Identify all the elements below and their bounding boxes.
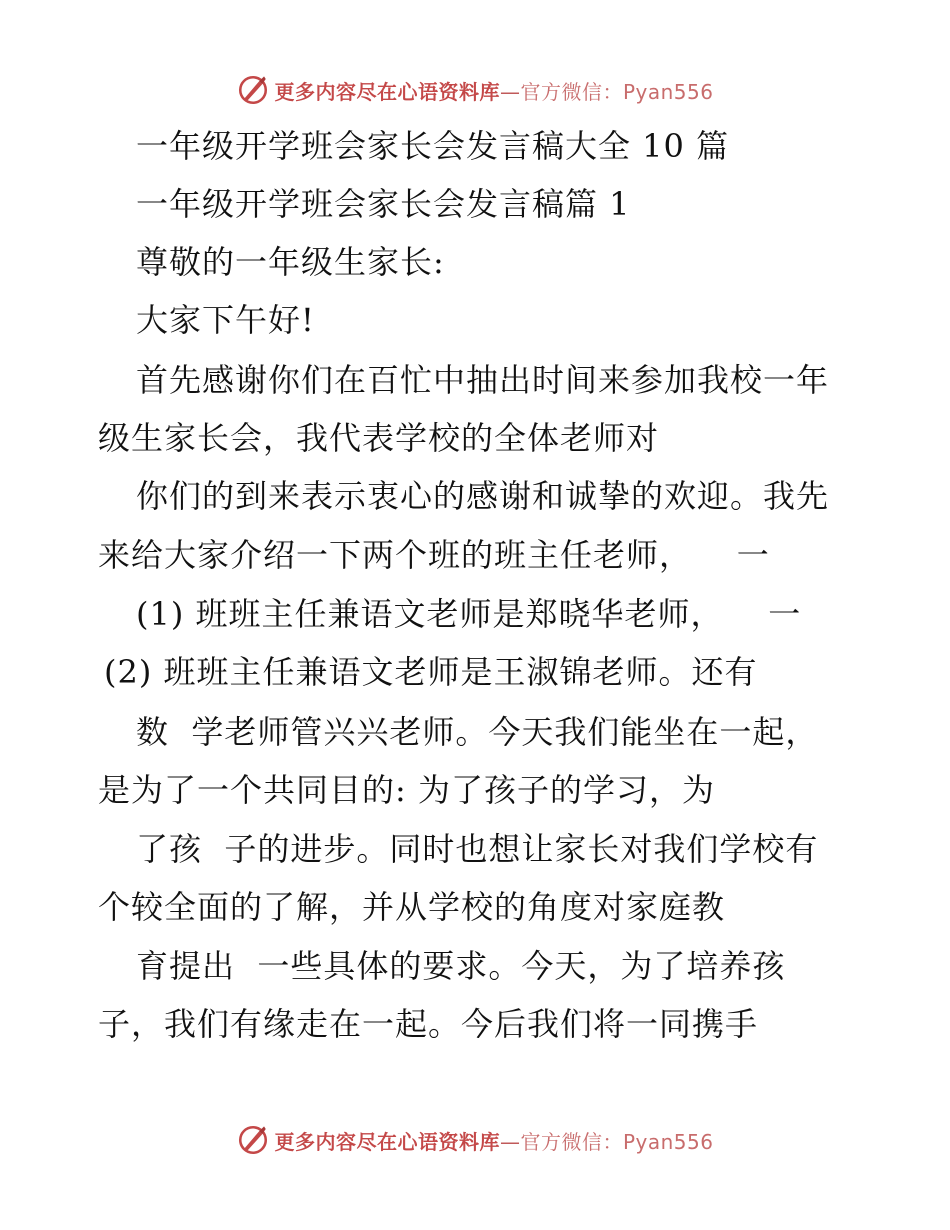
watermark-separator: — xyxy=(499,79,521,104)
paragraph-line: 是为了一个共同目的: 为了孩子的学习，为 xyxy=(98,771,715,809)
paragraph-line: 了孩 子的进步。同时也想让家长对我们学校有 xyxy=(136,830,819,868)
watermark-tail: 官方微信：Pyan556 xyxy=(520,79,714,104)
paragraph-line: 子，我们有缘走在一起。今后我们将一同携手 xyxy=(98,1005,759,1043)
paragraph-line: 首先感谢你们在百忙中抽出时间来参加我校一年 xyxy=(136,361,830,399)
paragraph-line: 个较全面的了解，并从学校的角度对家庭教 xyxy=(98,888,726,926)
paragraph-line: (2) 班班主任兼语文老师是王淑锦老师。还有 xyxy=(104,653,758,691)
salutation: 尊敬的一年级生家长: xyxy=(136,243,445,281)
watermark-lead: 更多内容尽在心语资料库 xyxy=(274,79,500,104)
paragraph-line: 你们的到来表示衷心的感谢和诚挚的欢迎。我先 xyxy=(136,477,830,515)
document-title: 一年级开学班会家长会发言稿大全 10 篇 xyxy=(136,127,730,165)
paragraph-line: 育提出 一些具体的要求。今天，为了培养孩 xyxy=(136,947,786,985)
paragraph-line: 级生家长会，我代表学校的全体老师对 xyxy=(98,419,660,457)
paragraph-line: (1) 班班主任兼语文老师是郑晓华老师， 一 xyxy=(136,595,802,633)
paragraph-line: 数 学老师管兴兴老师。今天我们能坐在一起， xyxy=(136,713,819,751)
watermark-separator: — xyxy=(499,1129,521,1154)
watermark-tail: 官方微信：Pyan556 xyxy=(520,1129,714,1154)
watermark-lead: 更多内容尽在心语资料库 xyxy=(274,1129,500,1154)
quill-logo-icon xyxy=(236,1123,270,1157)
paragraph-line: 来给大家介绍一下两个班的班主任老师， 一 xyxy=(98,536,770,574)
greeting: 大家下午好! xyxy=(136,301,315,339)
section-heading: 一年级开学班会家长会发言稿篇 1 xyxy=(136,185,631,223)
footer-watermark xyxy=(0,1120,950,1160)
